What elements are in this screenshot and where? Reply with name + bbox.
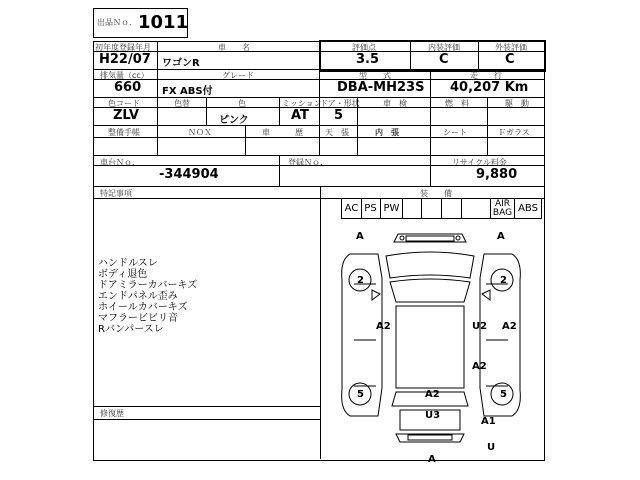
remark-item: ホイールカバーキズ [98, 302, 188, 313]
interior-value: C [439, 52, 449, 67]
damage-mark: A2 [376, 321, 391, 332]
damage-mark: A1 [481, 416, 496, 427]
color-label: 色 [238, 99, 246, 108]
mission-label: ミッション [282, 99, 322, 108]
equip-blank-3 [442, 198, 462, 219]
damage-mark: 2 [500, 275, 507, 286]
exterior-value: C [505, 52, 515, 67]
mileage-label: 走 行 [470, 71, 502, 80]
equip-blank-2 [422, 198, 442, 219]
roof-lining-label: 天 張 [325, 128, 349, 137]
equip-blank-4 [462, 198, 491, 219]
equip-abs: ABS [515, 198, 542, 219]
damage-mark: U2 [472, 321, 488, 332]
seat-label: シート [443, 128, 467, 137]
damage-mark: A [497, 231, 505, 242]
doors-label: ドア・形状 [320, 99, 360, 108]
equipment-row [320, 198, 543, 218]
equip-blank-1 [403, 198, 422, 219]
inspection-label: 車 検 [383, 99, 407, 108]
displacement-value: 660 [114, 80, 142, 95]
equipment-header: 装 備 [420, 189, 452, 198]
color-code-value: ZLV [113, 108, 139, 123]
history-label-a: 車 [262, 128, 270, 137]
chassis-label: 車台Ｎｏ． [100, 158, 140, 167]
color-code-label: 色コード [108, 99, 140, 108]
first-reg-value: H22/07 [99, 52, 151, 67]
equip-ps: PS [361, 198, 381, 219]
damage-mark: A2 [472, 361, 487, 372]
maint-book-label: 整備手帳 [108, 128, 140, 137]
damage-mark: A2 [425, 389, 440, 400]
lot-label: 出品Ｎｏ． [97, 18, 137, 27]
remark-item: Rバンパースレ [98, 324, 164, 335]
fuel-label: 燃 料 [445, 99, 469, 108]
doors-value: 5 [334, 108, 344, 123]
fglass-label: Ｆガラス [498, 128, 530, 137]
nox-label: ＮＯＸ [188, 128, 212, 137]
equip-pw: PW [381, 198, 403, 219]
damage-mark: A [356, 231, 364, 242]
damage-mark: U3 [425, 410, 441, 421]
damage-mark: 2 [357, 275, 364, 286]
exterior-label: 外装評価 [495, 43, 527, 52]
remark-item: ドアミラーカバーキズ [98, 280, 198, 291]
mission-value: AT [291, 108, 309, 123]
grade-value: FX ABS付 [162, 86, 213, 97]
drive-label: 駆 動 [505, 99, 529, 108]
damage-mark: 5 [357, 389, 364, 400]
repair-header: 修復歴 [100, 409, 124, 418]
damage-mark: A2 [502, 321, 517, 332]
type-value: DBA-MH23S [337, 80, 425, 95]
notes-header: 特記事項 [100, 189, 132, 198]
color-value: ピンク [219, 115, 249, 126]
recycle-label: リサイクル料金 [452, 158, 507, 167]
remark-item: エンドパネル歪み [98, 291, 178, 302]
chassis-value: -344904 [159, 167, 219, 182]
equip-ac: AC [341, 198, 362, 219]
damage-mark: U [487, 442, 496, 453]
interior-label: 内装評価 [428, 43, 460, 52]
lot-number: 1011 [138, 12, 189, 33]
mileage-value: 40,207 Km [450, 80, 529, 95]
interior-lining-label: 内 張 [375, 128, 399, 137]
type-label: 型 式 [359, 71, 391, 80]
history-label-b: 歴 [295, 128, 303, 137]
car-diagram [320, 220, 542, 458]
displacement-label: 排気量（cc） [100, 71, 149, 80]
recycle-value: 9,880 [476, 167, 518, 182]
first-reg-label: 初年度登録年月 [95, 43, 151, 52]
remark-item: マフラービビリ音 [98, 313, 178, 324]
reg-no-label: 登録Ｎｏ． [288, 158, 328, 167]
eval-label: 評価点 [352, 43, 376, 52]
model-value: ワゴンR [162, 58, 200, 69]
color-change-label: 色替 [174, 99, 190, 108]
grade-label: グレード [222, 71, 254, 80]
damage-mark: 5 [500, 389, 507, 400]
equip-airbag [491, 198, 515, 219]
remark-item: ボディ退色 [98, 269, 148, 280]
remark-item: ハンドルスレ [98, 258, 158, 269]
model-label: 車 名 [218, 43, 250, 52]
damage-mark: A [428, 454, 436, 465]
equip-airbag-label: AIR BAG [492, 199, 513, 218]
eval-value: 3.5 [356, 52, 380, 67]
